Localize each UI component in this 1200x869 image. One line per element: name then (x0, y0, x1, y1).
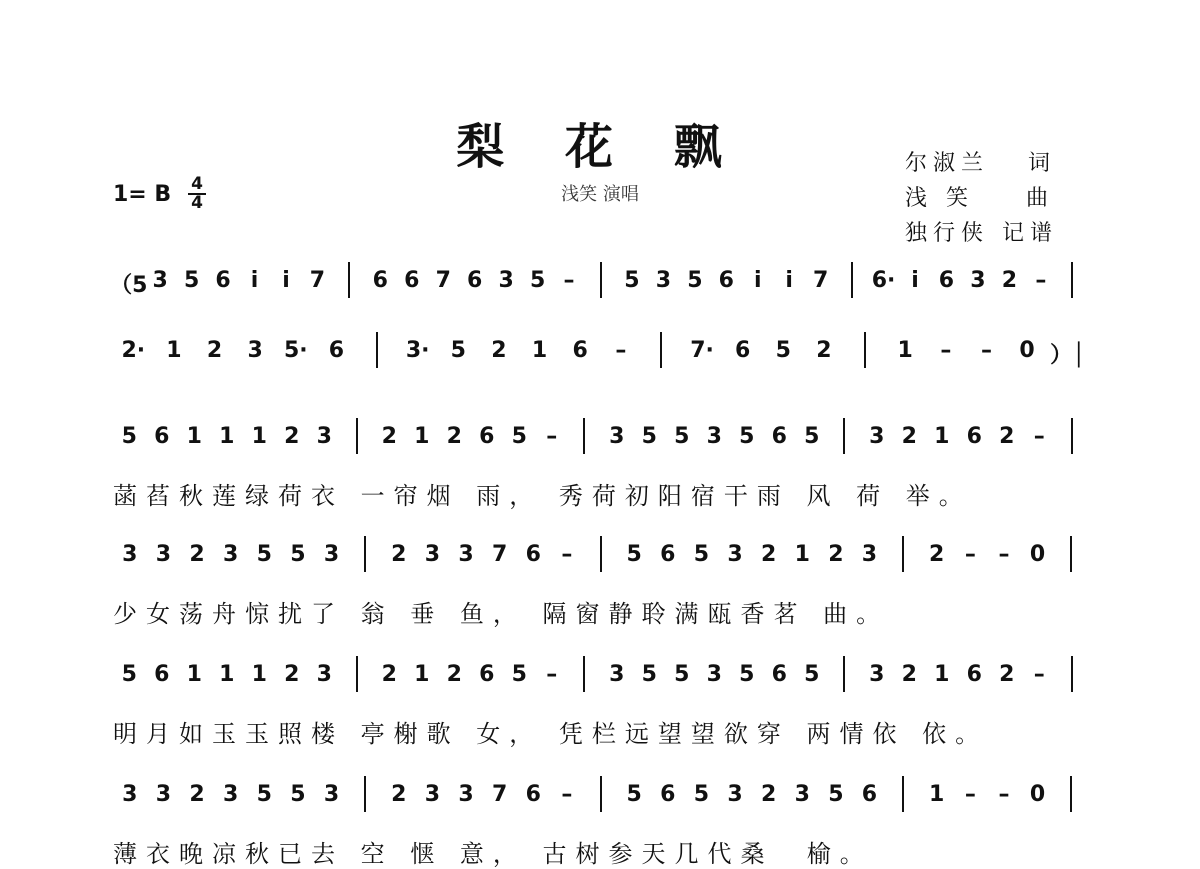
note: 1 (166, 338, 182, 363)
bar-line (600, 776, 602, 812)
note: 7 (435, 268, 451, 293)
singer-credit: 浅笑 演唱 (561, 184, 639, 205)
note: 6 (966, 424, 982, 449)
note: – (940, 338, 952, 363)
bar-line (1070, 536, 1072, 572)
note: 1 (414, 662, 430, 687)
bar-line (851, 262, 853, 298)
note: 3 (609, 424, 625, 449)
note: 5 (687, 268, 703, 293)
note: 1 (929, 782, 945, 807)
note: 5 (256, 782, 272, 807)
note: 1 (934, 662, 950, 687)
note: 3 (122, 542, 138, 567)
note: – (998, 542, 1010, 567)
note: – (546, 424, 558, 449)
note: 3 (316, 424, 332, 449)
note: – (546, 662, 558, 687)
note: 7 (813, 268, 829, 293)
note: 3 (727, 542, 743, 567)
note: 2 (391, 542, 407, 567)
note: – (964, 542, 976, 567)
note: 5 (256, 542, 272, 567)
note: 7 (309, 268, 326, 293)
note: 6 (771, 424, 787, 449)
note: 6 (215, 268, 231, 293)
note: – (1033, 662, 1045, 687)
note: 1 (186, 662, 202, 687)
note: 5 (290, 782, 306, 807)
note: 5 (290, 542, 306, 567)
note: 5 (641, 424, 657, 449)
note: 7 (491, 782, 508, 807)
note: 5 (693, 782, 710, 807)
note: 5 (511, 424, 527, 449)
note: 3· (405, 338, 430, 363)
note: – (964, 782, 976, 807)
note: 6 (479, 662, 495, 687)
bar-line (843, 656, 845, 692)
note: 1 (934, 424, 950, 449)
note: i (911, 268, 919, 293)
note: ）│ (1050, 343, 1086, 368)
note: 6 (660, 782, 676, 807)
note: i (250, 268, 259, 293)
note: 5 (828, 782, 844, 807)
bar-line (1070, 776, 1072, 812)
note: 2 (828, 542, 844, 567)
note: 2 (1001, 268, 1018, 293)
note: 5 (641, 662, 657, 687)
composer-credit: 浅 笑 曲 (905, 186, 1054, 211)
note: i (753, 268, 762, 293)
note: 6 (154, 424, 170, 449)
bar-line (902, 536, 904, 572)
note: 6 (525, 782, 541, 807)
bar-line (843, 418, 845, 454)
notation-line (113, 332, 1088, 382)
note: 3 (655, 268, 672, 293)
notation-line (113, 536, 1088, 586)
time-signature-top: 4 (188, 176, 206, 195)
bar-line (1071, 656, 1073, 692)
note: 1 (531, 338, 548, 363)
note: 2· (121, 338, 146, 363)
note: – (1035, 268, 1047, 293)
note: 1 (186, 424, 202, 449)
note: 3 (223, 782, 239, 807)
bar-line (660, 332, 662, 368)
note: 6 (525, 542, 541, 567)
note: 2 (760, 542, 777, 567)
note: – (998, 782, 1010, 807)
note: 3 (706, 662, 722, 687)
bar-line (348, 262, 350, 298)
note: 2 (206, 338, 223, 363)
note: 6 (938, 268, 955, 293)
bar-line (902, 776, 904, 812)
key-signature: 1= B (113, 182, 172, 207)
note: 5 (624, 268, 640, 293)
note: 5 (626, 542, 642, 567)
bar-line (600, 262, 602, 298)
lyrics-line: 明月如玉玉照楼 亭榭歌 女， 凭栏远望望欲穿 两情依 依。 (113, 720, 989, 748)
bar-line (364, 536, 366, 572)
note: 5 (121, 662, 137, 687)
note: 2 (189, 542, 205, 567)
note: 2 (760, 782, 777, 807)
note: 5 (626, 782, 642, 807)
note: （5 (110, 273, 148, 298)
note: 1 (251, 662, 267, 687)
note: 6 (372, 268, 388, 293)
note: 3 (323, 782, 340, 807)
bar-line (376, 332, 378, 368)
lyrics-line: 菡萏秋莲绿荷衣 一帘烟 雨， 秀荷初阳宿干雨 风 荷 举。 (113, 482, 972, 510)
note: 6 (966, 662, 982, 687)
lyrics-line: 少女荡舟惊扰了 翁 垂 鱼， 隔窗静聆满瓯香茗 曲。 (113, 600, 890, 628)
note: – (563, 268, 575, 293)
note: 5 (804, 662, 820, 687)
note: 5 (511, 662, 527, 687)
note: 5 (674, 662, 690, 687)
note: 3 (706, 424, 722, 449)
note: 0 (1029, 542, 1046, 567)
bar-line (364, 776, 366, 812)
bar-line (583, 418, 585, 454)
note: 5 (529, 268, 546, 293)
notation-line (113, 656, 1088, 706)
note: 5 (804, 424, 820, 449)
note: 7· (690, 338, 714, 363)
note: 2 (381, 662, 397, 687)
note: 3 (794, 782, 810, 807)
note: 5· (283, 338, 308, 363)
note: 6 (328, 338, 345, 363)
bar-line (864, 332, 866, 368)
lyricist-credit: 尔淑兰 词 (905, 151, 1056, 176)
note: 6 (467, 268, 483, 293)
note: 1 (219, 662, 235, 687)
note: 1 (219, 424, 235, 449)
note: – (561, 542, 573, 567)
bar-line (356, 656, 358, 692)
note: 3 (458, 542, 474, 567)
note: 3 (152, 268, 168, 293)
note: 6 (735, 338, 751, 363)
note: – (980, 338, 992, 363)
note: 2 (391, 782, 407, 807)
note: 1 (897, 338, 913, 363)
note: 3 (155, 542, 172, 567)
note: 6 (572, 338, 588, 363)
note: 5 (450, 338, 466, 363)
note: 3 (498, 268, 514, 293)
note: 3 (869, 424, 885, 449)
note: 2 (491, 338, 507, 363)
note: 3 (323, 542, 340, 567)
note: 0 (1029, 782, 1046, 807)
note: 2 (446, 662, 462, 687)
note: 0 (1019, 338, 1035, 363)
note: 1 (251, 424, 267, 449)
note: 3 (424, 542, 441, 567)
note: 5 (739, 662, 755, 687)
note: 3 (316, 662, 332, 687)
note: – (615, 338, 627, 363)
notation-line (110, 262, 1088, 312)
note: 3 (155, 782, 172, 807)
time-signature-bottom: 4 (191, 193, 203, 213)
note: 5 (674, 424, 690, 449)
note: 6 (404, 268, 420, 293)
note: – (1033, 424, 1045, 449)
note: 2 (284, 424, 300, 449)
note: 3 (869, 662, 885, 687)
note: i (785, 268, 793, 293)
note: – (561, 782, 573, 807)
note: 5 (693, 542, 710, 567)
notation-line (113, 776, 1088, 826)
note: 2 (816, 338, 832, 363)
note: 3 (424, 782, 441, 807)
note: 2 (189, 782, 205, 807)
note: 2 (929, 542, 945, 567)
note: 6 (861, 782, 878, 807)
note: 5 (775, 338, 791, 363)
note: 3 (727, 782, 743, 807)
note: 6 (479, 424, 495, 449)
note: 5 (739, 424, 755, 449)
note: 3 (861, 542, 878, 567)
note: 3 (122, 782, 138, 807)
note: 6 (154, 662, 170, 687)
note: 7 (491, 542, 508, 567)
note: 2 (999, 662, 1015, 687)
bar-line (1071, 262, 1073, 298)
transcriber-credit: 独行侠 记谱 (905, 221, 1058, 246)
bar-line (600, 536, 602, 572)
page-title: 梨 花 飘 (456, 119, 744, 175)
note: 3 (247, 338, 263, 363)
note: 2 (446, 424, 462, 449)
note: 5 (183, 268, 200, 293)
note: 6· (871, 268, 896, 293)
note: 2 (901, 424, 917, 449)
note: 3 (458, 782, 474, 807)
note: 2 (381, 424, 397, 449)
note: 1 (794, 542, 810, 567)
note: 3 (970, 268, 986, 293)
lyrics-line: 薄衣晚凉秋已去 空 惬 意， 古树参天几代桑 榆。 (113, 840, 873, 868)
note: 6 (771, 662, 787, 687)
note: 3 (609, 662, 625, 687)
note: 6 (718, 268, 734, 293)
note: 2 (284, 662, 300, 687)
note: i (282, 268, 290, 293)
note: 3 (223, 542, 239, 567)
notation-line (113, 418, 1088, 468)
note: 5 (121, 424, 137, 449)
bar-line (1071, 418, 1073, 454)
note: 6 (660, 542, 676, 567)
note: 2 (999, 424, 1015, 449)
bar-line (356, 418, 358, 454)
note: 2 (901, 662, 917, 687)
note: 1 (414, 424, 430, 449)
bar-line (583, 656, 585, 692)
